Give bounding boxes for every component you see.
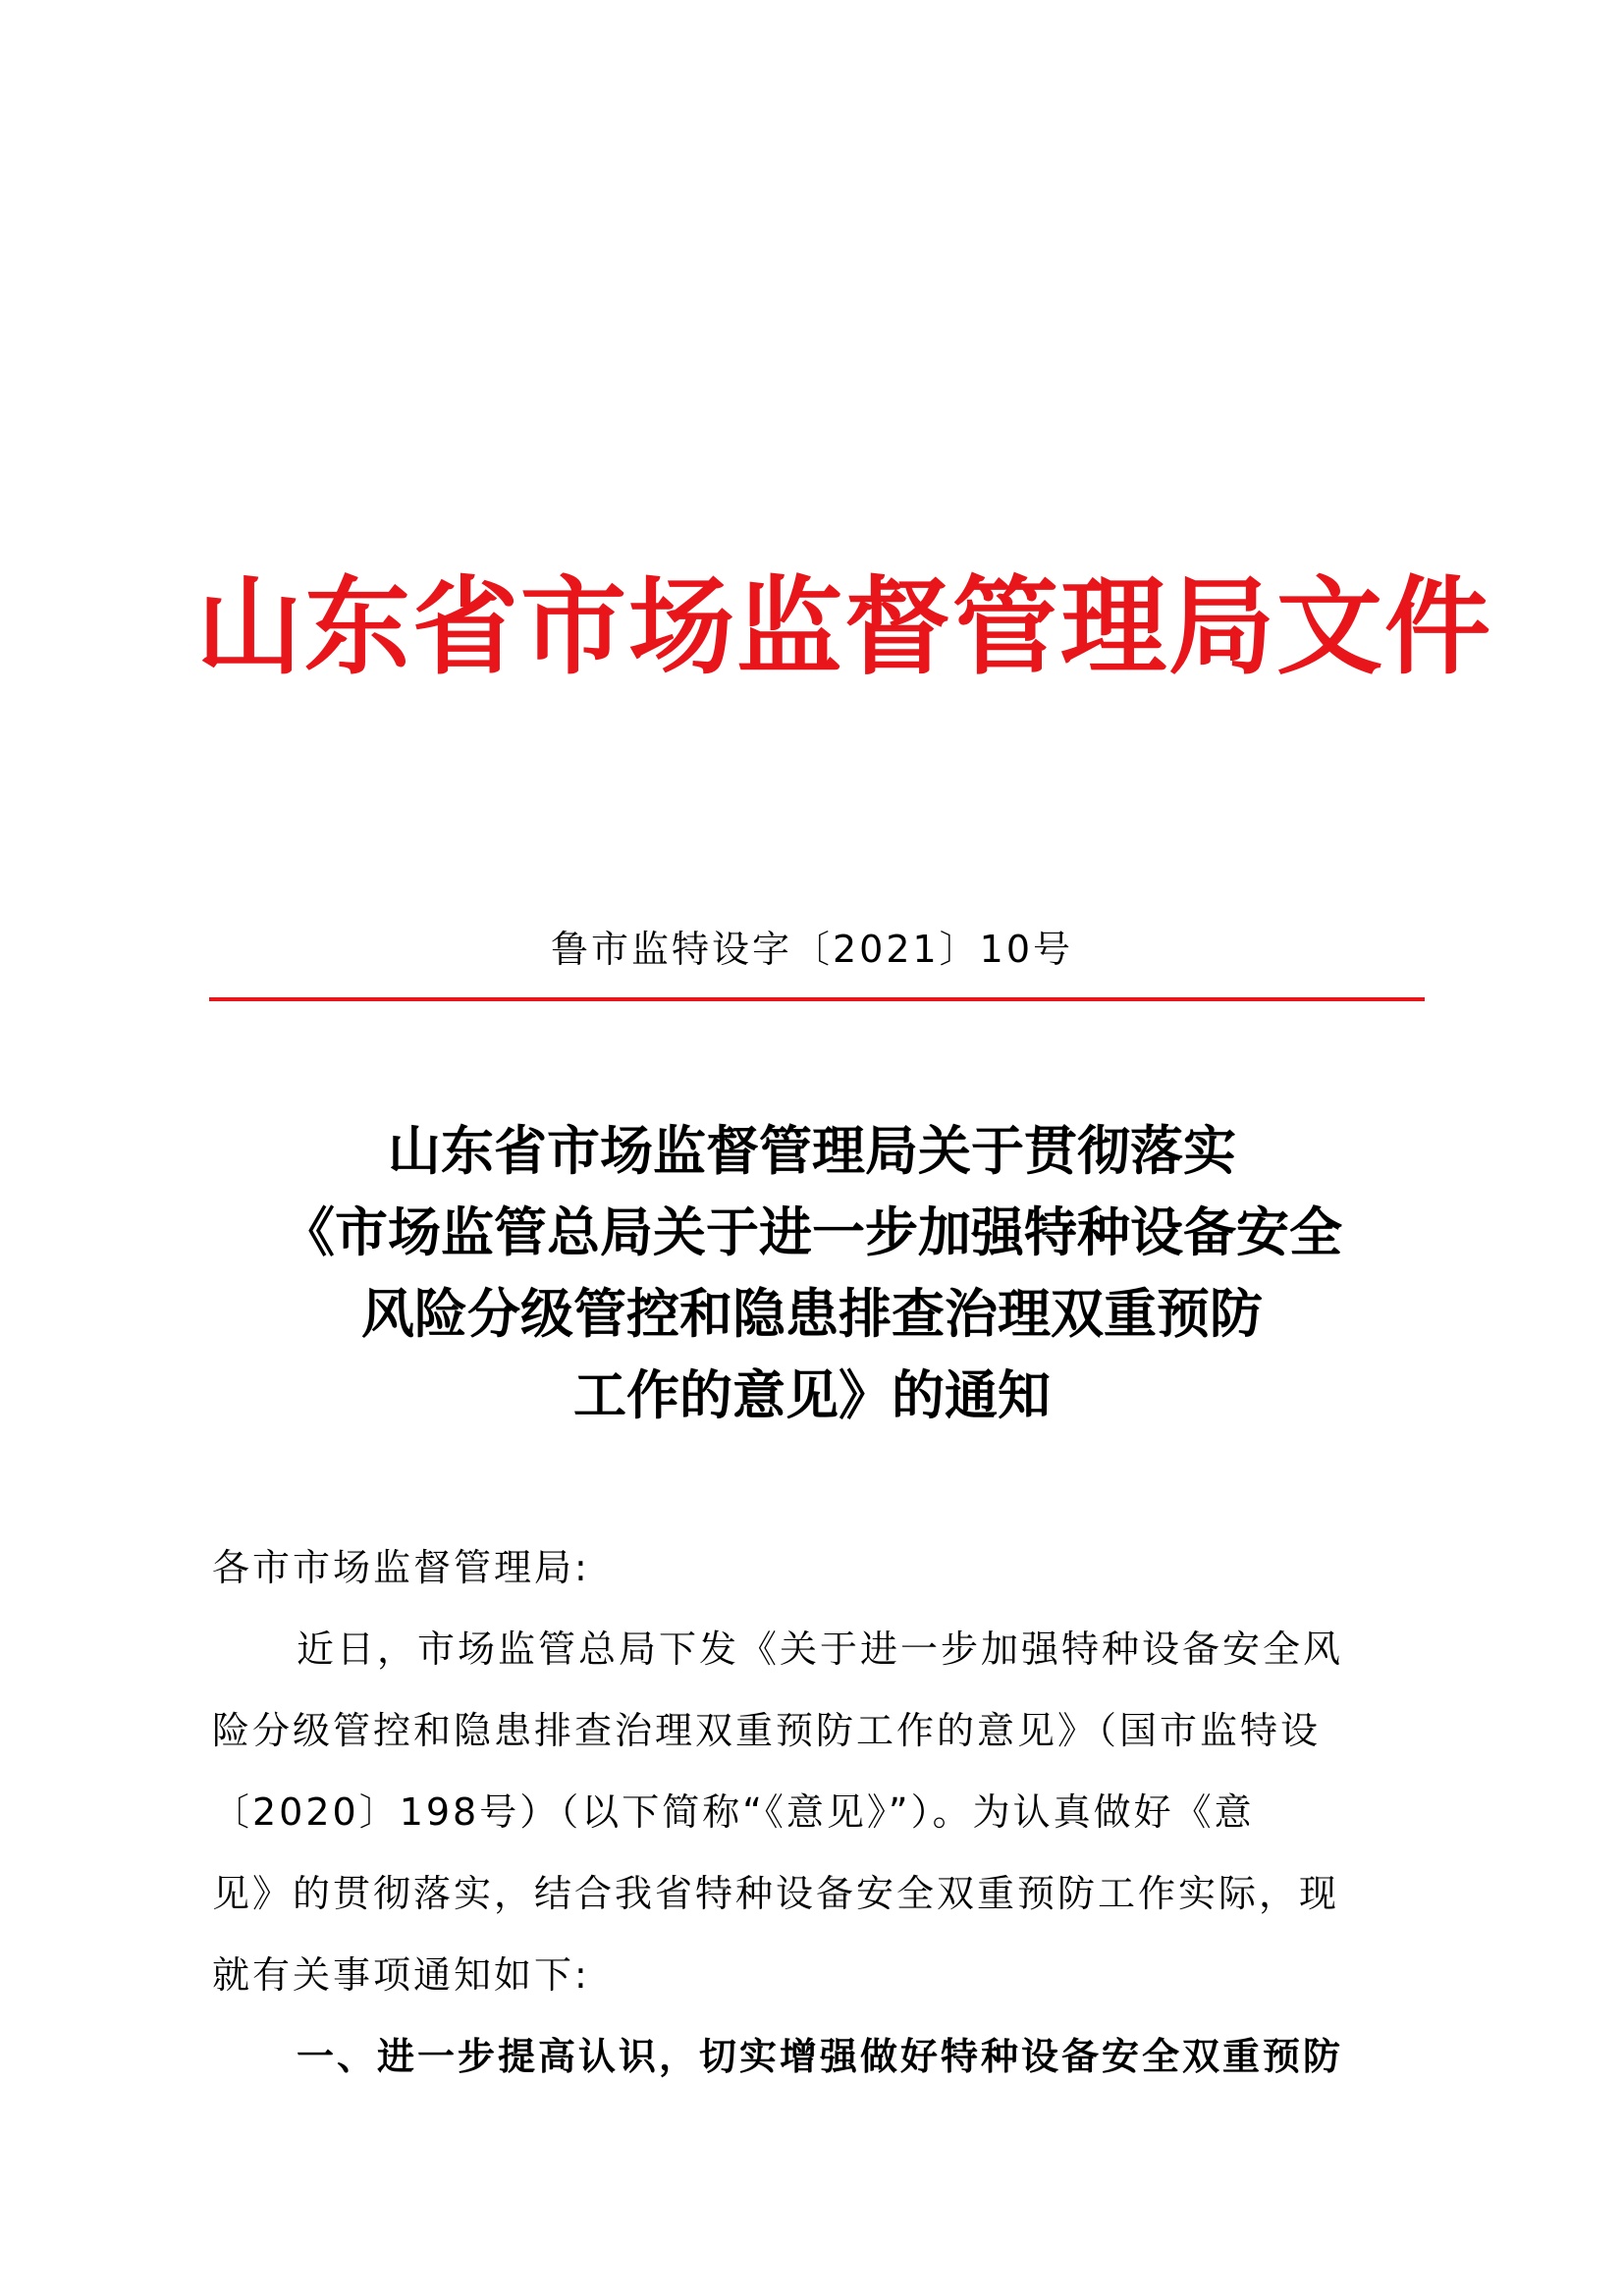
document-heading-line: 山东省市场监督管理局关于贯彻落实: [388, 1119, 1236, 1182]
issuing-authority-title: 山东省市场监督管理局文件: [196, 565, 1493, 689]
body-paragraph-line: 险分级管控和隐患排查治理双重预防工作的意见》（国市监特设: [212, 1709, 1322, 1752]
body-paragraph-line: 见》的贯彻落实，结合我省特种设备安全双重预防工作实际，现: [212, 1872, 1340, 1915]
salutation: 各市市场监督管理局:: [212, 1546, 590, 1589]
document-number: 鲁市监特设字〔2021〕10号: [550, 928, 1074, 971]
red-separator-line: [209, 997, 1425, 1001]
document-heading-line: 工作的意见》的通知: [573, 1363, 1051, 1426]
section-heading: 一、进一步提高认识，切实增强做好特种设备安全双重预防: [297, 2035, 1344, 2078]
document-heading-line: 《市场监管总局关于进一步加强特种设备安全: [282, 1201, 1342, 1263]
body-paragraph-line: 就有关事项通知如下:: [212, 1953, 590, 1997]
document-heading-line: 风险分级管控和隐患排查治理双重预防: [361, 1282, 1263, 1345]
body-paragraph-line: 〔2020〕198号）（以下简称“《意见》”）。为认真做好《意: [212, 1790, 1255, 1834]
body-paragraph-line: 近日，市场监管总局下发《关于进一步加强特种设备安全风: [297, 1628, 1344, 1671]
